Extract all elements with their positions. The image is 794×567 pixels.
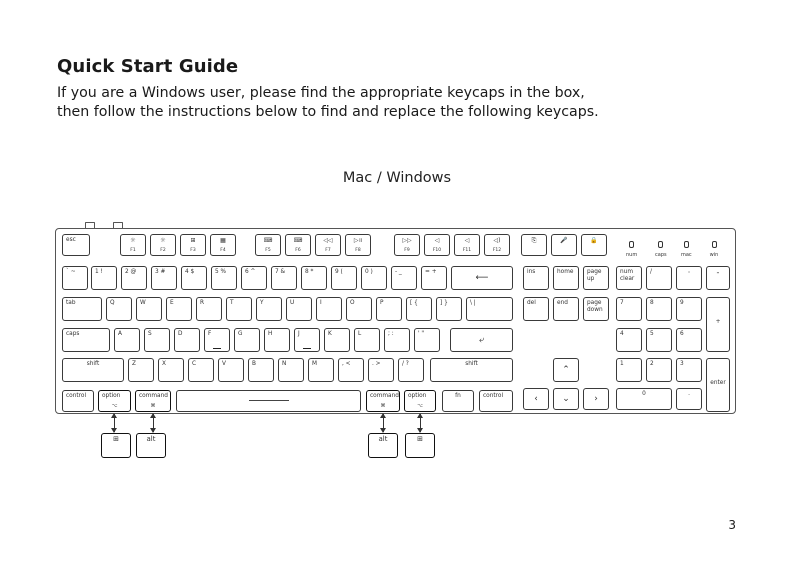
key-num-0: 0 (616, 388, 672, 410)
key-slash: / ? (398, 358, 424, 382)
key-end: end (553, 297, 579, 321)
key-period: . > (368, 358, 394, 382)
key-h: H (264, 328, 290, 352)
key-num-enter: enter (706, 358, 730, 412)
key-num-5: 5 (646, 328, 672, 352)
key-ins: ins (523, 266, 549, 290)
key-quote: ' " (414, 328, 440, 352)
key-m: M (308, 358, 334, 382)
layout-subtitle: Mac / Windows (342, 170, 452, 186)
key-num-divide: / (646, 266, 672, 290)
key-left-command: command ⌘ (135, 390, 171, 412)
key-num-3: 3 (676, 358, 702, 382)
page-number: 3 (728, 518, 736, 532)
key-6: 6 ^ (241, 266, 267, 290)
key-f8: ▷॥ F8 (345, 234, 371, 256)
key-semicolon: ; : (384, 328, 410, 352)
key-backtick: ` ~ (62, 266, 88, 290)
key-del: del (523, 297, 549, 321)
key-num-7: 7 (616, 297, 642, 321)
replace-arrow-right-option (420, 414, 421, 432)
key-g: G (234, 328, 260, 352)
key-num-2: 2 (646, 358, 672, 382)
key-k: K (324, 328, 350, 352)
key-num-multiply: · (676, 266, 702, 290)
key-w: W (136, 297, 162, 321)
key-a: A (114, 328, 140, 352)
replacement-key-alt-left: alt (136, 433, 166, 458)
indicator-caps: caps (655, 241, 665, 258)
key-esc: esc (62, 234, 90, 256)
key-equals: = + (421, 266, 447, 290)
key-1: 1 ! (91, 266, 117, 290)
key-2: 2 @ (121, 266, 147, 290)
key-f1: ☼ F1 (120, 234, 146, 256)
key-3: 3 # (151, 266, 177, 290)
key-enter: ⤶ (450, 328, 513, 352)
key-arrow-right: › (583, 388, 609, 410)
key-num-minus: - (706, 266, 730, 290)
key-right-shift: shift (430, 358, 513, 382)
key-7: 7 & (271, 266, 297, 290)
key-lock: 🔒 (581, 234, 607, 256)
key-num-8: 8 (646, 297, 672, 321)
key-page-up: page up (583, 266, 609, 290)
key-arrow-down: ⌄ (553, 388, 579, 410)
key-backslash: \ | (466, 297, 513, 321)
page-title: Quick Start Guide (57, 56, 239, 77)
key-f11: ◁ F11 (454, 234, 480, 256)
key-rbracket: ] } (436, 297, 462, 321)
intro-line-2: then follow the instructions below to find and replace the following keycaps. (57, 104, 599, 120)
indicator-num: num (626, 241, 636, 258)
key-r: R (196, 297, 222, 321)
key-right-option: option ⌥ (404, 390, 436, 412)
key-b: B (248, 358, 274, 382)
replacement-key-win-left: ⊞ (101, 433, 131, 458)
key-arrow-up: ⌃ (553, 358, 579, 382)
key-comma: , < (338, 358, 364, 382)
key-z: Z (128, 358, 154, 382)
key-5: 5 % (211, 266, 237, 290)
key-mic: 🎤 (551, 234, 577, 256)
key-o: O (346, 297, 372, 321)
key-f12: ◁) F12 (484, 234, 510, 256)
key-screenshot: ⎘ (521, 234, 547, 256)
intro-line-1: If you are a Windows user, please find the appropriate keycaps in the box, (57, 85, 585, 101)
key-n: N (278, 358, 304, 382)
key-f7: ◁◁ F7 (315, 234, 341, 256)
key-4: 4 $ (181, 266, 207, 290)
intro-text (57, 84, 599, 122)
key-u: U (286, 297, 312, 321)
key-9: 9 ( (331, 266, 357, 290)
key-num-1: 1 (616, 358, 642, 382)
replacement-key-alt-right: alt (368, 433, 398, 458)
key-left-control: control (62, 390, 94, 412)
key-e: E (166, 297, 192, 321)
key-tab: tab (62, 297, 102, 321)
indicator-mac: mac (681, 241, 691, 258)
key-j: J (294, 328, 320, 352)
key-backspace: ⟵ (451, 266, 513, 290)
replace-arrow-right-command (383, 414, 384, 432)
key-page-down: page down (583, 297, 609, 321)
key-num-9: 9 (676, 297, 702, 321)
key-8: 8 * (301, 266, 327, 290)
key-arrow-left: ‹ (523, 388, 549, 410)
key-home: home (553, 266, 579, 290)
key-right-command: command ⌘ (366, 390, 400, 412)
key-num-dot: . (676, 388, 702, 410)
key-num-4: 4 (616, 328, 642, 352)
replace-arrow-left-option (114, 414, 115, 432)
key-p: P (376, 297, 402, 321)
key-f5: ⌨ F5 (255, 234, 281, 256)
key-left-shift: shift (62, 358, 124, 382)
key-minus: - _ (391, 266, 417, 290)
replace-arrow-left-command (153, 414, 154, 432)
key-s: S (144, 328, 170, 352)
key-lbracket: [ { (406, 297, 432, 321)
key-fn: fn (442, 390, 474, 412)
key-x: X (158, 358, 184, 382)
key-v: V (218, 358, 244, 382)
key-l: L (354, 328, 380, 352)
key-space (176, 390, 361, 412)
indicator-win: win (709, 241, 719, 258)
key-right-control: control (479, 390, 513, 412)
key-num-plus: + (706, 297, 730, 352)
key-f3: ⊞ F3 (180, 234, 206, 256)
key-f: F (204, 328, 230, 352)
key-f2: ☼ F2 (150, 234, 176, 256)
key-c: C (188, 358, 214, 382)
replacement-key-win-right: ⊞ (405, 433, 435, 458)
key-t: T (226, 297, 252, 321)
key-0: 0 ) (361, 266, 387, 290)
key-i: I (316, 297, 342, 321)
key-caps: caps (62, 328, 110, 352)
key-left-option: option ⌥ (98, 390, 131, 412)
key-num-clear: num clear (616, 266, 642, 290)
key-num-6: 6 (676, 328, 702, 352)
key-f6: ⌨ F6 (285, 234, 311, 256)
key-d: D (174, 328, 200, 352)
key-q: Q (106, 297, 132, 321)
key-f4: ▦ F4 (210, 234, 236, 256)
key-y: Y (256, 297, 282, 321)
key-f10: ◁ F10 (424, 234, 450, 256)
key-f9: ▷▷ F9 (394, 234, 420, 256)
